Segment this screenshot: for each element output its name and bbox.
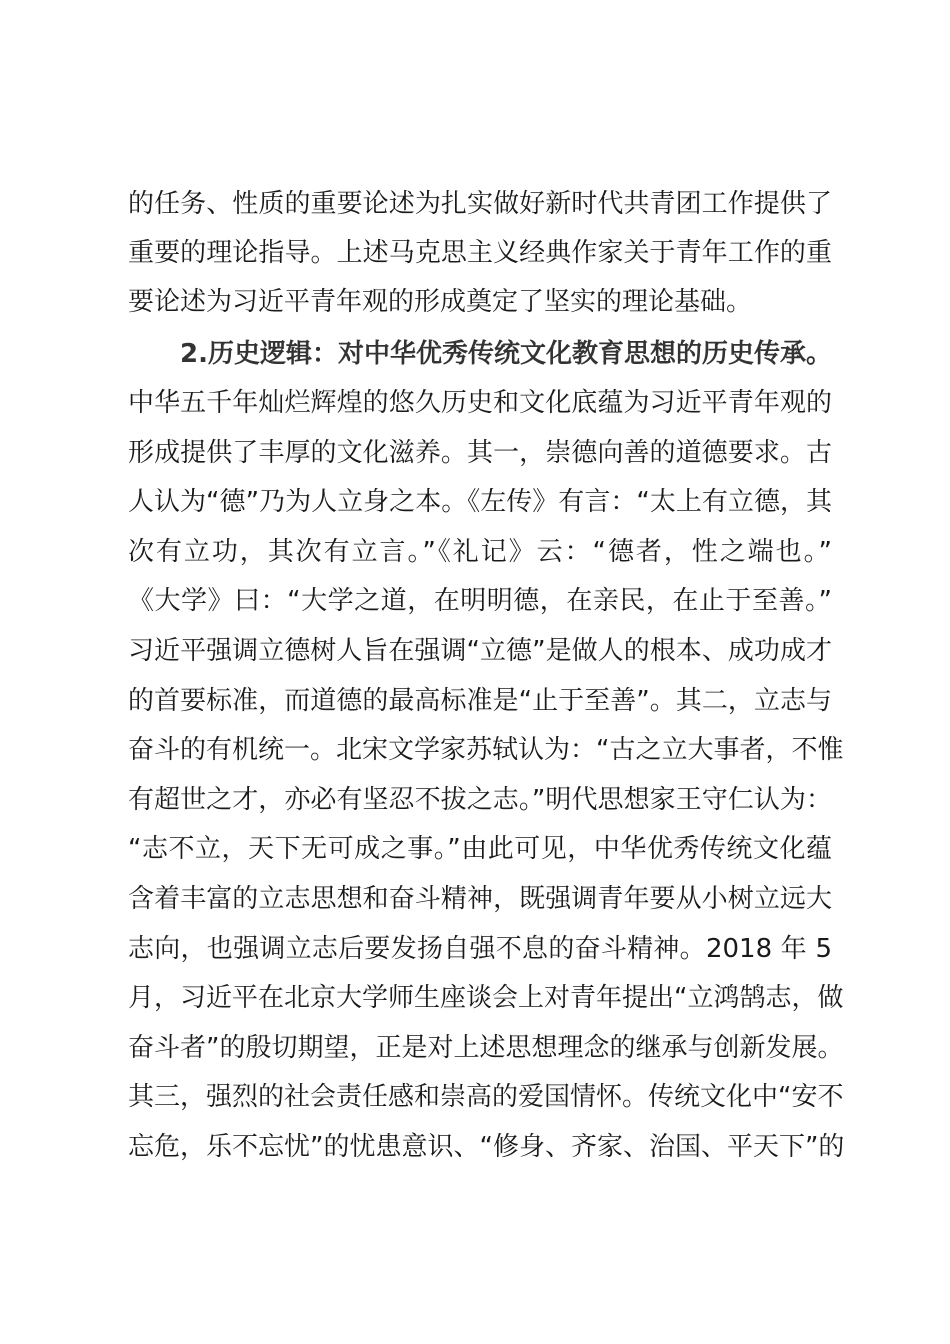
paragraph-line: 奋斗的有机统一。北宋文学家苏轼认为：“古之立大事者，不惟 [128,735,844,765]
paragraph-line: “志不立，天下无可成之事。”由此可见，中华优秀传统文化蕴 [128,834,832,864]
paragraph-line: 习近平强调立德树人旨在强调“立德”是做人的根本、成功成才 [128,636,832,666]
paragraph-line: 中华五千年灿烂辉煌的悠久历史和文化底蕴为习近平青年观的 [128,388,832,418]
paragraph-line: 重要的理论指导。上述马克思主义经典作家关于青年工作的重 [128,238,832,268]
paragraph-line: 有超世之才，亦必有坚忍不拔之志。”明代思想家王守仁认为： [128,785,832,815]
paragraph-line: 的首要标准，而道德的最高标准是“止于至善”。其二，立志与 [128,686,832,716]
paragraph-line: 的任务、性质的重要论述为扎实做好新时代共青团工作提供了 [128,189,832,219]
paragraph-line: 月，习近平在北京大学师生座谈会上对青年提出“立鸿鹄志，做 [128,983,844,1013]
section-heading: 2.历史逻辑：对中华优秀传统文化教育思想的历史传承。 [180,339,832,369]
paragraph-line: 其三，强烈的社会责任感和崇高的爱国情怀。传统文化中“安不 [128,1082,844,1112]
paragraph-line: 含着丰富的立志思想和奋斗精神，既强调青年要从小树立远大 [128,884,832,914]
paragraph-line: 奋斗者”的殷切期望，正是对上述思想理念的继承与创新发展。 [128,1033,844,1063]
paragraph-line: 忘危，乐不忘忧”的忧患意识、“修身、齐家、治国、平天下”的 [128,1132,845,1162]
paragraph-line: 志向，也强调立志后要发扬自强不息的奋斗精神。2018 年 5 [128,934,832,964]
paragraph-line: 要论述为习近平青年观的形成奠定了坚实的理论基础。 [128,287,753,317]
paragraph-line: 《大学》曰：“大学之道，在明明德，在亲民，在止于至善。” [128,586,832,616]
paragraph-line: 形成提供了丰厚的文化滋养。其一，崇德向善的道德要求。古 [128,438,832,468]
paragraph-line: 次有立功，其次有立言。”《礼记》云：“德者，性之端也。” [128,537,832,567]
paragraph-line: 人认为“德”乃为人立身之本。《左传》有言：“太上有立德，其 [128,487,832,517]
